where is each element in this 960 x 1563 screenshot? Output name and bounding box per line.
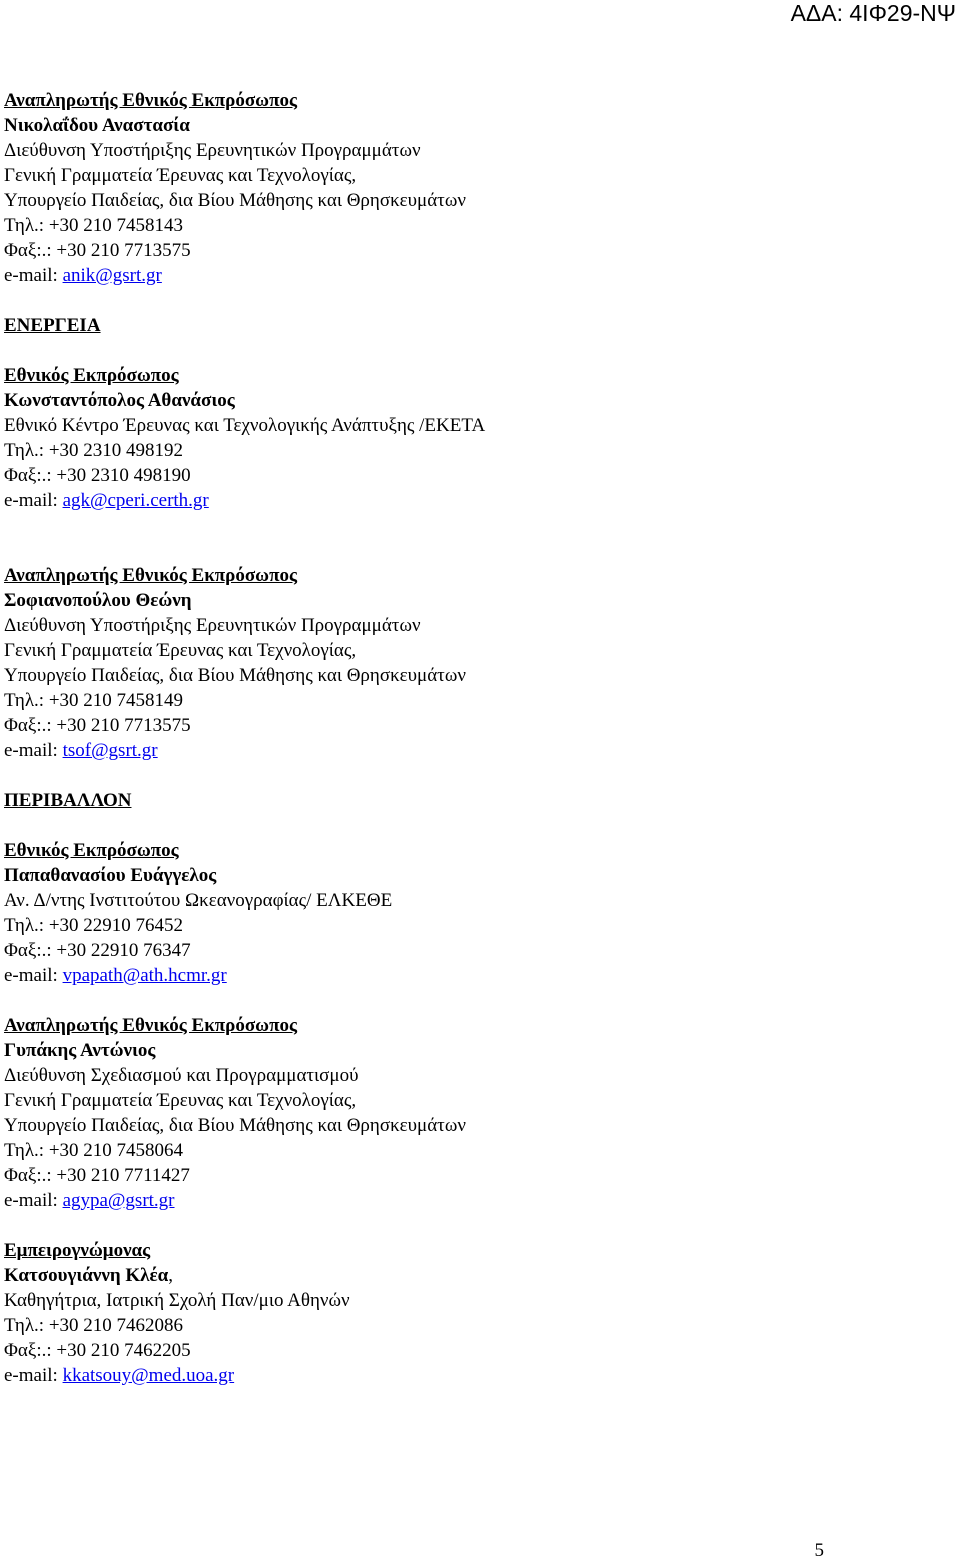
email-label: e-mail: — [4, 740, 63, 761]
role-title: Αναπληρωτής Εθνικός Εκπρόσωπος — [4, 565, 297, 586]
email-link[interactable]: agypa@gsrt.gr — [62, 1190, 175, 1211]
email-line — [4, 1188, 944, 1213]
affiliation-line: Διεύθυνση Σχεδιασμού και Προγραμματισμού — [4, 1065, 359, 1086]
affiliation-line: Υπουργείο Παιδείας, δια Βίου Μάθησης και Θρησκευμάτων — [4, 1115, 466, 1136]
contact-block — [4, 363, 944, 513]
fax-line: Φαξ:.: +30 210 7713575 — [4, 240, 191, 261]
person-name: Γυπάκης Αντώνιος — [4, 1040, 156, 1061]
fax-line: Φαξ:.: +30 210 7462205 — [4, 1340, 191, 1361]
fax-line: Φαξ:.: +30 22910 76347 — [4, 940, 191, 961]
fax-line: Φαξ:.: +30 210 7711427 — [4, 1165, 190, 1186]
affiliation-line: Γενική Γραμματεία Έρευνας και Τεχνολογίας, — [4, 640, 357, 661]
contact-block — [4, 88, 944, 288]
affiliation-line: Αν. Δ/ντης Ινστιτούτου Ωκεανογραφίας/ ΕΛΚΕΘΕ — [4, 890, 393, 911]
affiliation-line: Γενική Γραμματεία Έρευνας και Τεχνολογίας, — [4, 165, 357, 186]
email-link[interactable]: tsof@gsrt.gr — [62, 740, 158, 761]
contact-block — [4, 1238, 944, 1388]
phone-line: Τηλ.: +30 210 7462086 — [4, 1315, 184, 1336]
role-title: Αναπληρωτής Εθνικός Εκπρόσωπος — [4, 1015, 297, 1036]
email-label: e-mail: — [4, 1365, 63, 1386]
email-line — [4, 263, 944, 288]
section-heading-environment: ΠΕΡΙΒΑΛΛΟΝ — [4, 790, 132, 811]
document-body — [4, 88, 944, 1388]
fax-line: Φαξ:.: +30 210 7713575 — [4, 715, 191, 736]
affiliation-line: Υπουργείο Παιδείας, δια Βίου Μάθησης και Θρησκευμάτων — [4, 190, 466, 211]
email-label: e-mail: — [4, 265, 63, 286]
ada-code: ΑΔΑ: 4ΙΦ29-ΝΨ — [790, 0, 956, 26]
email-line — [4, 1363, 944, 1388]
role-title: Αναπληρωτής Εθνικός Εκπρόσωπος — [4, 90, 297, 111]
person-name-line — [4, 1263, 944, 1288]
email-line — [4, 963, 944, 988]
phone-line: Τηλ.: +30 210 7458149 — [4, 690, 184, 711]
page-number: 5 — [814, 1540, 824, 1561]
person-name: Κωνσταντόπολος Αθανάσιος — [4, 390, 235, 411]
role-title: Εθνικός Εκπρόσωπος — [4, 365, 179, 386]
email-line — [4, 488, 944, 513]
phone-line: Τηλ.: +30 210 7458064 — [4, 1140, 184, 1161]
phone-line: Τηλ.: +30 2310 498192 — [4, 440, 184, 461]
email-link[interactable]: anik@gsrt.gr — [62, 265, 162, 286]
affiliation-line: Διεύθυνση Υποστήριξης Ερευνητικών Προγραμμάτων — [4, 140, 421, 161]
email-link[interactable]: vpapath@ath.hcmr.gr — [62, 965, 227, 986]
name-suffix: , — [168, 1265, 173, 1286]
email-label: e-mail: — [4, 490, 63, 511]
person-name: Σοφιανοπούλου Θεώνη — [4, 590, 192, 611]
fax-line: Φαξ:.: +30 2310 498190 — [4, 465, 191, 486]
affiliation-line: Καθηγήτρια, Ιατρική Σχολή Παν/μιο Αθηνών — [4, 1290, 350, 1311]
phone-line: Τηλ.: +30 210 7458143 — [4, 215, 184, 236]
email-link[interactable]: agk@cperi.certh.gr — [62, 490, 209, 511]
email-link[interactable]: kkatsouy@med.uoa.gr — [62, 1365, 235, 1386]
affiliation-line: Γενική Γραμματεία Έρευνας και Τεχνολογίας, — [4, 1090, 357, 1111]
person-name: Κατσουγιάννη Κλέα — [4, 1265, 169, 1286]
role-title: Εθνικός Εκπρόσωπος — [4, 840, 179, 861]
contact-block — [4, 563, 944, 763]
affiliation-line: Υπουργείο Παιδείας, δια Βίου Μάθησης και Θρησκευμάτων — [4, 665, 466, 686]
phone-line: Τηλ.: +30 22910 76452 — [4, 915, 184, 936]
email-line — [4, 738, 944, 763]
contact-block — [4, 1013, 944, 1213]
contact-block — [4, 838, 944, 988]
email-label: e-mail: — [4, 965, 63, 986]
role-title: Εμπειρογνώμονας — [4, 1240, 151, 1261]
person-name: Παπαθανασίου Ευάγγελος — [4, 865, 217, 886]
affiliation-line: Διεύθυνση Υποστήριξης Ερευνητικών Προγραμμάτων — [4, 615, 421, 636]
person-name: Νικολαΐδου Αναστασία — [4, 115, 190, 136]
affiliation-line: Εθνικό Κέντρο Έρευνας και Τεχνολογικής Ανάπτυξης /ΕΚΕΤΑ — [4, 415, 486, 436]
section-heading-energy: ΕΝΕΡΓΕΙΑ — [4, 315, 101, 336]
email-label: e-mail: — [4, 1190, 63, 1211]
